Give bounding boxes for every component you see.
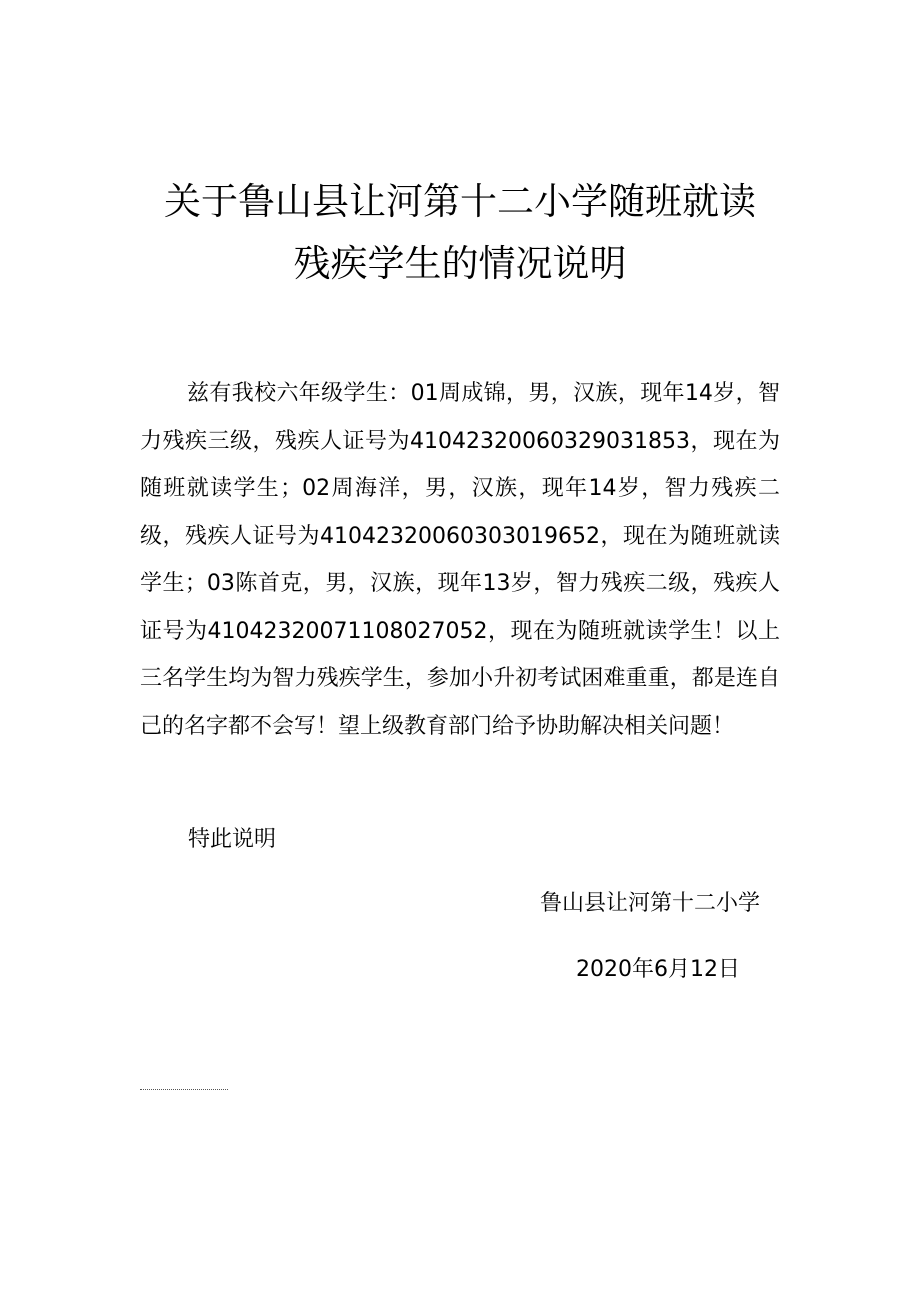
closing-remark: 特此说明 — [188, 827, 277, 852]
signature-school-name: 鲁山县让河第十二小学 — [539, 891, 760, 916]
document-title-line-1: 关于鲁山县让河第十二小学随班就读 — [164, 180, 756, 223]
document-title-line-2: 残疾学生的情况说明 — [293, 242, 627, 285]
document-date: 2020年6月12日 — [576, 957, 740, 982]
footnote-separator — [140, 1089, 228, 1090]
document-body-paragraph: 兹有我校六年级学生：01周成锦，男，汉族，现年14岁，智力残疾三级，残疾人证号为41042320060329031853，现在为随班就读学生；02周海洋，男，汉族，现年14岁，智力残疾二级，残疾人证号为41042320060303019652，现在为随班就读学生；03陈首克，男，汉族，现年13岁，智力残疾二级，残疾人证号为41042320071108027052，现在为随班就读学生！以上三名学生均为智力残疾学生，参加小升初考试困难重重，都是连自己的名字都不会写！望上级教育部门给予协助解决相关问题！ — [140, 381, 780, 739]
